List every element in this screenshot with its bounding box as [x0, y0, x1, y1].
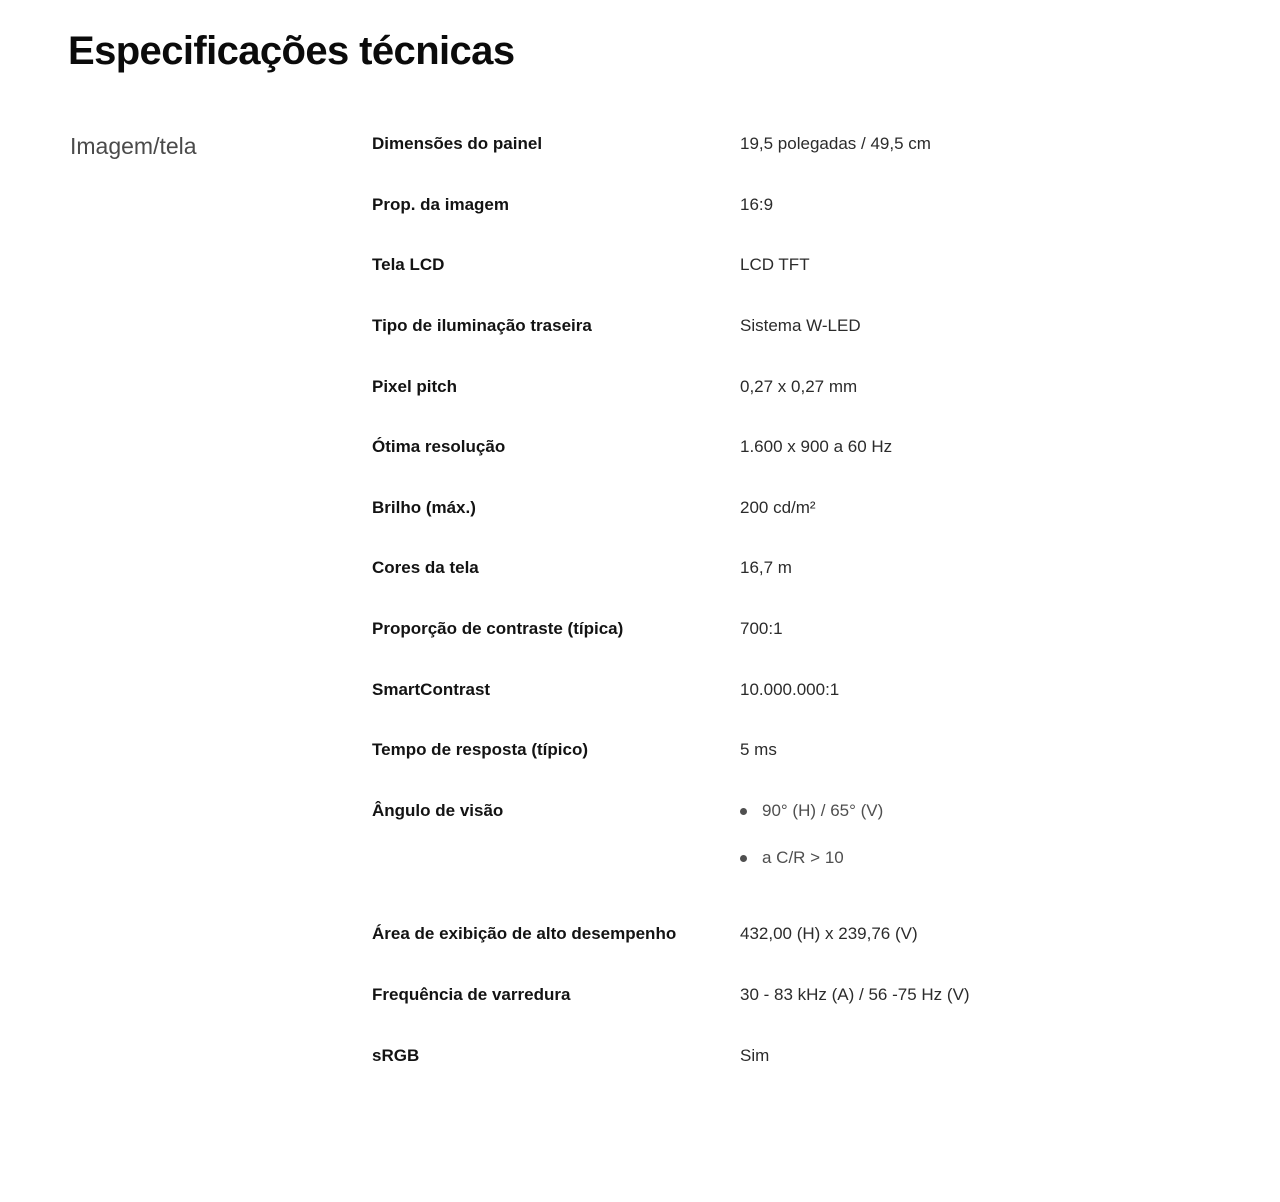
spec-label: sRGB: [372, 1045, 420, 1065]
bullet-icon: [740, 855, 747, 862]
spec-row: [372, 983, 1280, 1008]
bullet-icon: [740, 808, 747, 815]
spec-row: [372, 617, 1280, 642]
list-item-label: a C/R > 10: [762, 847, 844, 867]
spec-value: 700:1: [740, 619, 783, 639]
spec-section-imagem-tela: [0, 76, 1280, 1068]
spec-label: Dimensões do painel: [372, 134, 543, 153]
spec-label: Proporção de contraste (típica): [372, 619, 624, 639]
spec-value: 1.600 x 900 a 60 Hz: [740, 437, 893, 457]
spec-row: [372, 556, 1280, 581]
spec-row: [372, 496, 1280, 521]
spec-row: [372, 738, 1280, 763]
spec-value: 5 ms: [740, 740, 777, 760]
spec-label: Tempo de resposta (típico): [372, 740, 588, 760]
spec-row: [372, 193, 1280, 218]
spec-value: LCD TFT: [740, 255, 810, 275]
spec-row: [372, 375, 1280, 400]
spec-value: 19,5 polegadas / 49,5 cm: [740, 134, 931, 153]
spec-label: Cores da tela: [372, 558, 479, 578]
spec-label: Área de exibição de alto desempenho: [372, 924, 677, 944]
spec-label: SmartContrast: [372, 679, 491, 699]
spec-label: Prop. da imagem: [372, 194, 509, 214]
spec-row: [372, 678, 1280, 703]
spec-value-list: [740, 799, 1280, 870]
spec-row: [372, 314, 1280, 339]
spec-row-list: [372, 132, 1280, 1068]
spec-value: Sim: [740, 1045, 770, 1065]
spec-label: Frequência de varredura: [372, 984, 571, 1004]
spec-label: Ângulo de visão: [372, 801, 504, 821]
spec-value: 16,7 m: [740, 558, 792, 578]
spec-label: Ótima resolução: [372, 437, 506, 457]
list-item: [740, 799, 1280, 824]
spec-row: [372, 799, 1280, 870]
spec-row: [372, 132, 1280, 157]
spec-value: 30 - 83 kHz (A) / 56 -75 Hz (V): [740, 984, 970, 1004]
spec-label: Tipo de iluminação traseira: [372, 315, 592, 335]
spec-row: [372, 253, 1280, 278]
spec-label: Pixel pitch: [372, 376, 458, 396]
page-title: Especificações técnicas: [68, 29, 515, 73]
spec-category-label: Imagem/tela: [70, 133, 197, 159]
spec-value: 10.000.000:1: [740, 679, 840, 699]
list-item: [740, 846, 1280, 871]
spec-row: [372, 435, 1280, 460]
spec-label: Tela LCD: [372, 255, 445, 275]
spec-row: [372, 922, 1280, 947]
spec-row: [372, 1044, 1280, 1069]
spec-value: Sistema W-LED: [740, 315, 861, 335]
list-item-label: 90° (H) / 65° (V): [762, 801, 884, 821]
spec-label: Brilho (máx.): [372, 497, 476, 517]
spec-value: 432,00 (H) x 239,76 (V): [740, 924, 918, 944]
spec-value: 16:9: [740, 194, 774, 214]
spec-value: 0,27 x 0,27 mm: [740, 376, 858, 396]
spec-value: 200 cd/m²: [740, 497, 816, 517]
